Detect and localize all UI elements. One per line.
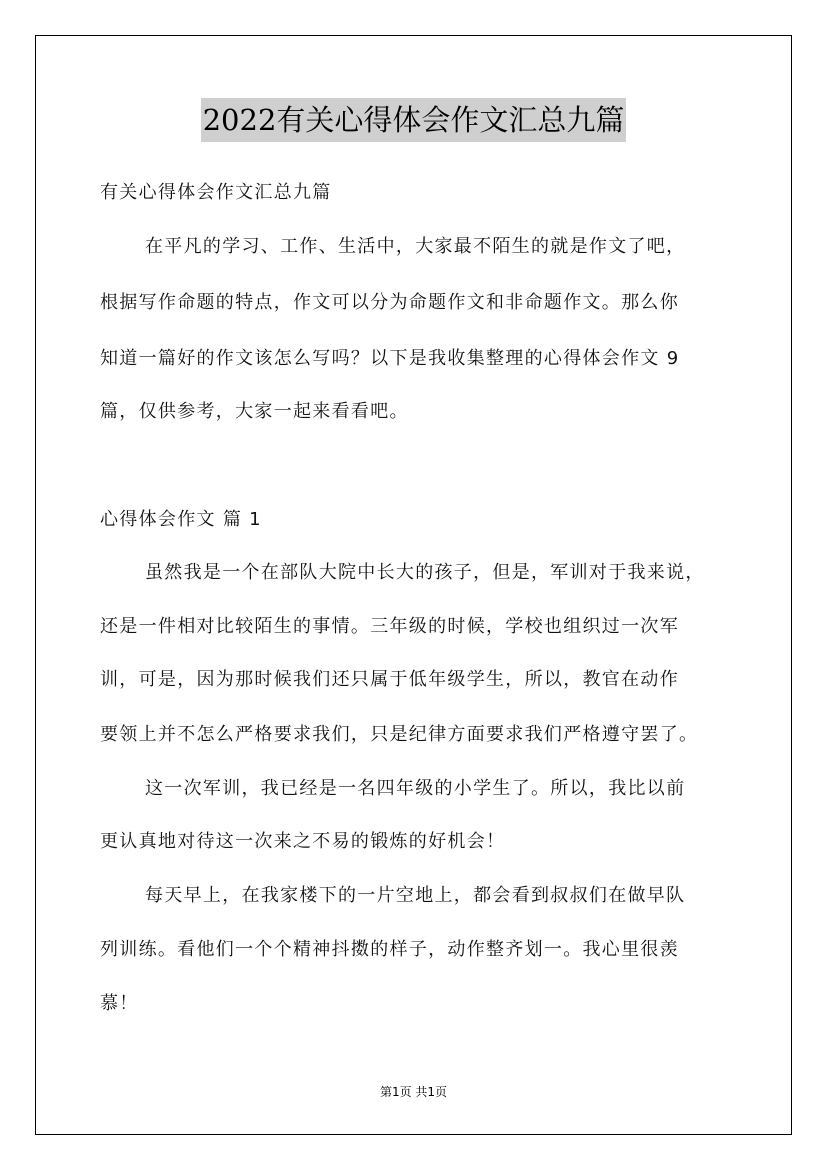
section-line: 训，可是，因为那时候我们还只属于低年级学生，所以，教官在动作 [100,669,679,690]
section-line: 这一次军训，我已经是一名四年级的小学生了。所以，我比以前 [145,778,686,799]
section-line: 每天早上，在我家楼下的一片空地上，都会看到叔叔们在做早队 [145,885,686,906]
section-line: 列训练。看他们一个个精神抖擞的样子，动作整齐划一。我心里很羡 [100,939,679,960]
section-line: 更认真地对待这一次来之不易的锻炼的好机会！ [100,831,506,852]
section-line: 虽然我是一个在部队大院中长大的孩子，但是，军训对于我来说， [145,562,705,583]
intro-line: 根据写作命题的特点，作文可以分为命题作文和非命题作文。那么你 [100,292,679,313]
title-container [0,98,827,142]
intro-line: 在平凡的学习、工作、生活中，大家最不陌生的就是作文了吧， [145,236,686,257]
section-heading: 心得体会作文 篇 1 [100,509,262,530]
section-line: 要领上并不怎么严格要求我们，只是纪律方面要求我们严格遵守罢了。 [100,724,699,745]
intro-line: 篇，仅供参考，大家一起来看看吧。 [100,401,409,422]
page-footer: 第1页 共1页 [379,1085,448,1099]
intro-line: 知道一篇好的作文该怎么写吗？以下是我收集整理的心得体会作文 9 [100,348,680,369]
document-title: 2022有关心得体会作文汇总九篇 [201,98,627,142]
section-line: 还是一件相对比较陌生的事情。三年级的时候，学校也组织过一次军 [100,616,679,637]
section-line: 慕！ [100,993,139,1014]
document-subtitle: 有关心得体会作文汇总九篇 [100,182,332,203]
